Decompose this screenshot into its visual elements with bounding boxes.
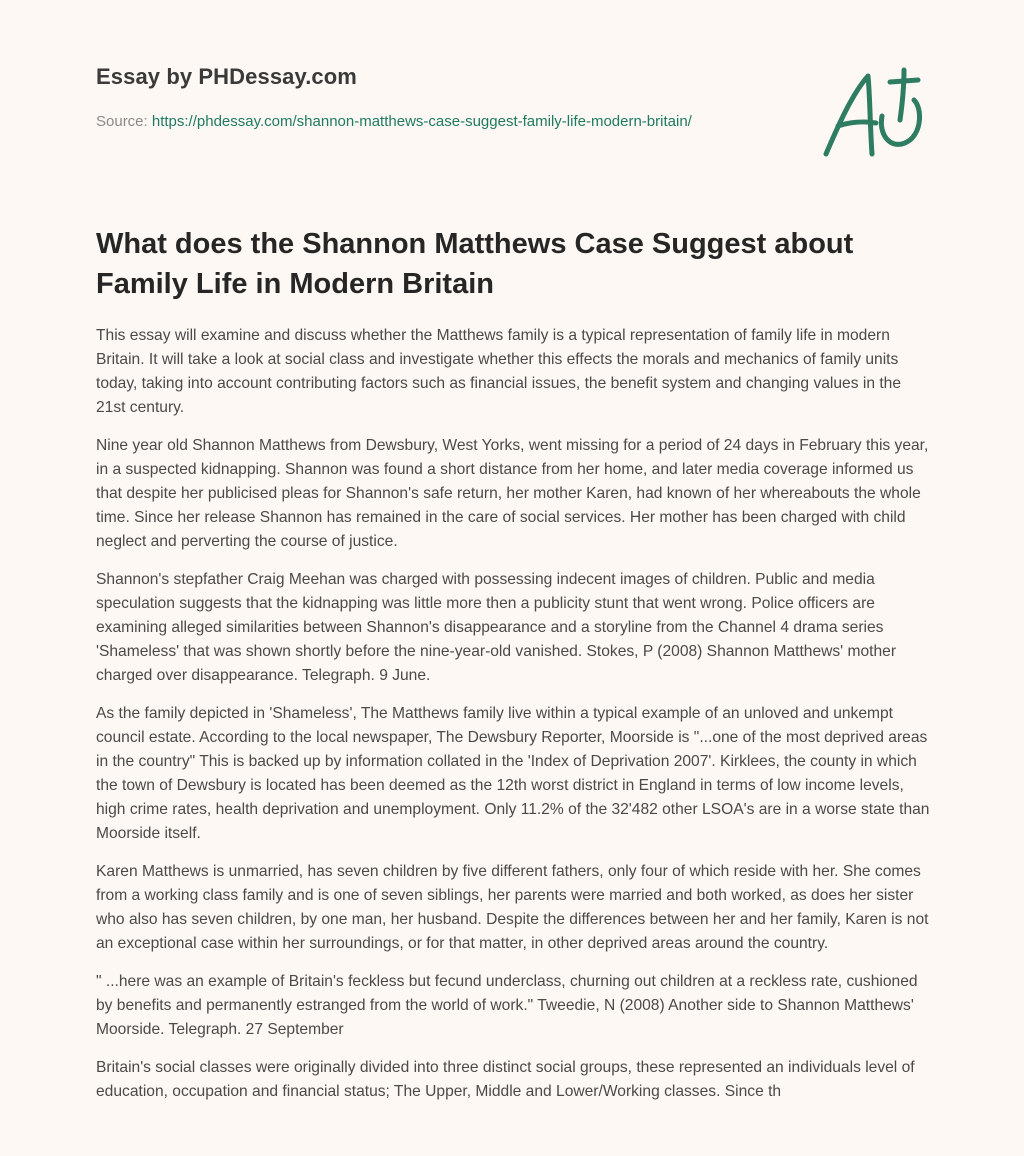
paragraph: Karen Matthews is unmarried, has seven children by five different fathers, only four of which reside with her. She comes from a working class family and is one of seven siblings, her parents were married and both worked, as does her sister who also has seven children, by one man, her husband. Despite the differences between her and her family, Karen is not an exceptional case within her surroundings, or for that matter, in other deprived areas around the country. [96, 863, 929, 952]
paragraph: Nine year old Shannon Matthews from Dewsbury, West Yorks, went missing for a period of 24 days in February this year, in a suspected kidnapping. Shannon was found a short distance from her home, and later media coverage informed us that despite her publicised pleas for Shannon's safe return, her mother Karen, had known of her whereabouts the whole time. Since her release Shannon has remained in the care of social services. Her mother has been charged with child neglect and perverting the course of justice. [96, 437, 929, 550]
source-label: Source: [96, 113, 152, 130]
essay-body [96, 324, 932, 1118]
a-plus-logo-svg [820, 66, 932, 166]
paragraph: Britain's social classes were originally divided into three distinct social groups, these represented an individuals level of education, occupation and financial status; The Upper, Middle and Lower/Working classes. Since th [96, 1059, 915, 1100]
source-line [96, 110, 736, 134]
document-page [96, 0, 932, 1100]
paragraph: " ...here was an example of Britain's feckless but fecund underclass, churning out children at a reckless rate, cushioned by benefits and permanently estranged from the world of work." Tweedie, N (2008) Another side to Shannon Matthews' Moorside. Telegraph. 27 September [96, 973, 918, 1038]
a-plus-logo-icon [820, 66, 932, 166]
paragraph: As the family depicted in 'Shameless', The Matthews family live within a typical example of an unloved and unkempt council estate. According to the local newspaper, The Dewsbury Reporter, Moorside is "...one of the most deprived areas in the country" This is backed up by information collated in the 'Index of Deprivation 2007'. Kirklees, the county in which the town of Dewsbury is located has been deemed as the 12th worst district in England in terms of low income levels, high crime rates, health deprivation and unemployment. Only 11.2% of the 32'482 other LSOA's are in a worse state than Moorside itself. [96, 705, 930, 842]
source-link[interactable]: https://phdessay.com/shannon-matthews-case-suggest-family-life-modern-britain/ [151, 113, 692, 130]
paragraph: This essay will examine and discuss whether the Matthews family is a typical representation of family life in modern Britain. It will take a look at social class and investigate whether this effects the morals and mechanics of family units today, taking into account contributing factors such as financial issues, the benefit system and changing values in the 21st century. [96, 327, 901, 416]
header [96, 0, 932, 170]
essay-title: What does the Shannon Matthews Case Suggest about Family Life in Modern Britain [96, 228, 854, 300]
site-title: Essay by PHDessay.com [96, 64, 357, 89]
paragraph: Shannon's stepfather Craig Meehan was charged with possessing indecent images of children. Public and media speculation suggests that the kidnapping was little more then a publicity stunt that went wrong. Police officers are examining alleged similarities between Shannon's disappearance and a storyline from the Channel 4 drama series 'Shameless' that was shown shortly before the nine-year-old vanished. Stokes, P (2008) Shannon Matthews' mother charged over disappearance. Telegraph. 9 June. [96, 571, 897, 684]
